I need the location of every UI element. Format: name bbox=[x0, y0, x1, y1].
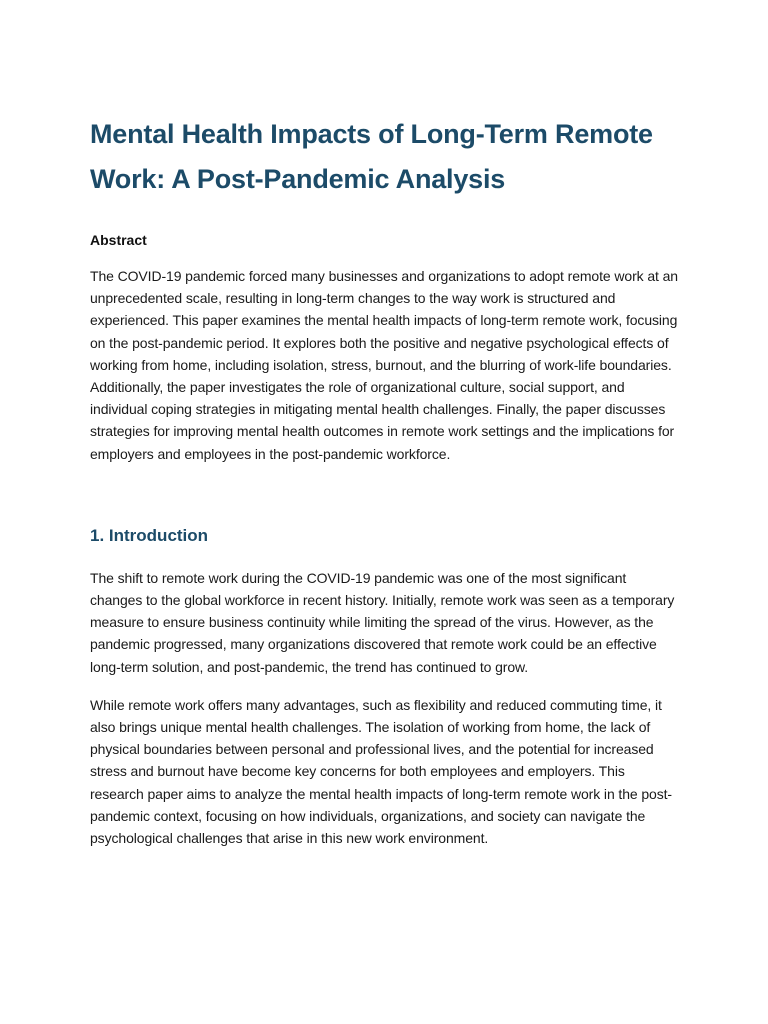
introduction-paragraph-1: The shift to remote work during the COVID-19 pandemic was one of the most significant changes to the global workforce in recent history. Initially, remote work was seen as a temporary measure to ensure business continuity while limiting the spread of the virus. However, as the pandemic progressed, many organizations discovered that remote work could be an effective long-term solution, and post-pandemic, the trend has continued to grow. bbox=[90, 569, 675, 675]
abstract-heading: Abstract bbox=[90, 232, 147, 248]
introduction-paragraph-2: While remote work offers many advantages, such as flexibility and reduced commuting time, it also brings unique mental health challenges. The isolation of working from home, the lack of physical boundaries between personal and professional lives, and the potential for increased stress and burnout have become key concerns for both employees and employers. This research paper aims to analyze the mental health impacts of long-term remote work in the post-pandemic context, focusing on how individuals, organizations, and society can navigate the psychological challenges that arise in this new work environment. bbox=[90, 696, 672, 847]
document-content bbox=[90, 112, 680, 849]
section-heading-introduction: 1. Introduction bbox=[90, 525, 209, 545]
abstract-paragraph: The COVID-19 pandemic forced many businesses and organizations to adopt remote work at an unprecedented scale, resulting in long-term changes to the way work is structured and experienced. This paper examines the mental health impacts of long-term remote work, focusing on the post-pandemic period. It explores both the positive and negative psychological effects of working from home, including isolation, stress, burnout, and the blurring of work-life boundaries. Additionally, the paper investigates the role of organizational culture, social support, and individual coping strategies in mitigating mental health challenges. Finally, the paper discusses strategies for improving mental health outcomes in remote work settings and the implications for employers and employees in the post-pandemic workforce. bbox=[90, 268, 678, 462]
paper-title: Mental Health Impacts of Long-Term Remote Work: A Post-Pandemic Analysis bbox=[90, 119, 653, 194]
